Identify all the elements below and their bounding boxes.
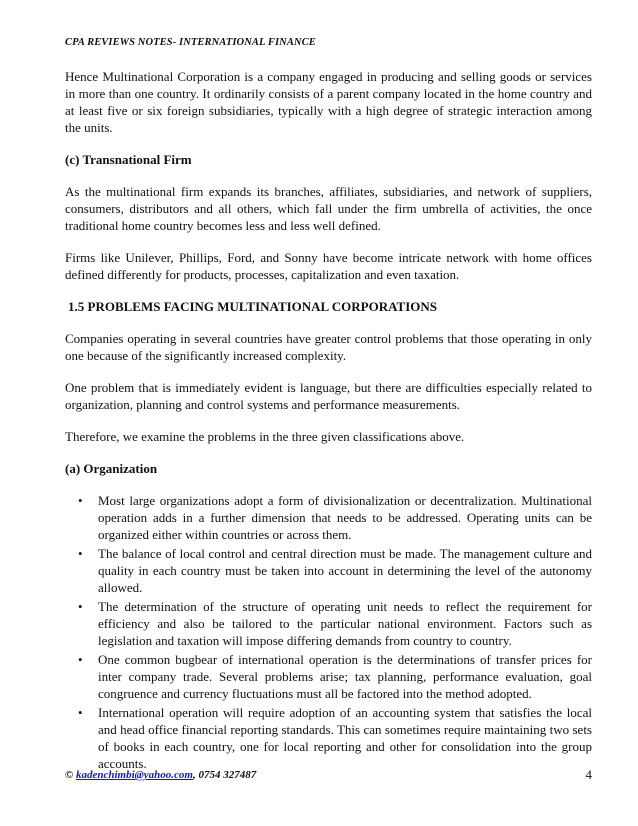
list-item: • One common bugbear of international operation is the determinations of transfer prices for inter company trade. Several problems arise; tax planning, performance evaluation, goal congruence and currency fluctuations must all be factored into the method adopted. xyxy=(98,651,592,702)
paragraph-transnational-expansion: As the multinational firm expands its branches, affiliates, subsidiaries, and network of suppliers, consumers, distributors and all others, which fall under the firm umbrella of activities, the once traditional home country becomes less and less well defined. xyxy=(65,184,592,233)
heading-transnational-firm: (c) Transnational Firm xyxy=(65,152,192,167)
email-link[interactable]: kadenchimbi@yahoo.com xyxy=(75,769,193,781)
page-number: 4 xyxy=(585,767,592,782)
list-item: • The determination of the structure of operating unit needs to reflect the requirement for efficiency and also be tailored to the particular national environment. Factors such as legislation and taxation will impose differing demands from country to country. xyxy=(98,598,592,649)
heading-problems-mnc: 1.5 PROBLEMS FACING MULTINATIONAL CORPORATIONS xyxy=(68,299,437,314)
page-body xyxy=(65,68,592,774)
organization-bullet-list xyxy=(65,492,592,772)
paragraph-language-problem: One problem that is immediately evident is language, but there are difficulties especially related to organization, planning and control systems and performance measurements. xyxy=(65,380,592,412)
paragraph-firms-examples: Firms like Unilever, Phillips, Ford, and Sonny have become intricate network with home offices defined differently for products, processes, capitalization and even taxation. xyxy=(65,250,592,282)
list-item: • The balance of local control and central direction must be made. The management culture and quality in each country must be taken into account in determining the level of the autonomy allowed. xyxy=(98,545,592,596)
phone-number: , 0754 327487 xyxy=(192,769,257,781)
page-footer xyxy=(65,769,592,781)
paragraph-examine-problems: Therefore, we examine the problems in the three given classifications above. xyxy=(65,429,465,444)
list-item: • International operation will require adoption of an accounting system that satisfies the local and head office financial reporting standards. This can sometimes require maintaining two sets of books in each country, one for local reporting and other for consolidation into the group accounts. xyxy=(98,704,592,772)
running-header: CPA REVIEWS NOTES- INTERNATIONAL FINANCE xyxy=(65,37,316,48)
copyright-symbol: © xyxy=(65,769,74,781)
heading-organization: (a) Organization xyxy=(65,461,158,476)
paragraph-control-problems: Companies operating in several countries have greater control problems that those operating in only one because of the significantly increased complexity. xyxy=(65,331,592,363)
list-item: • Most large organizations adopt a form of divisionalization or decentralization. Multinational operation adds in a further dimension that needs to be addressed. Operating units can be organized either within countries or across them. xyxy=(98,492,592,543)
paragraph-mnc-definition: Hence Multinational Corporation is a company engaged in producing and selling goods or services in more than one country. It ordinarily consists of a parent company located in the home country and at least five or six foreign subsidiaries, typically with a high degree of strategic interaction among the units. xyxy=(65,69,592,135)
